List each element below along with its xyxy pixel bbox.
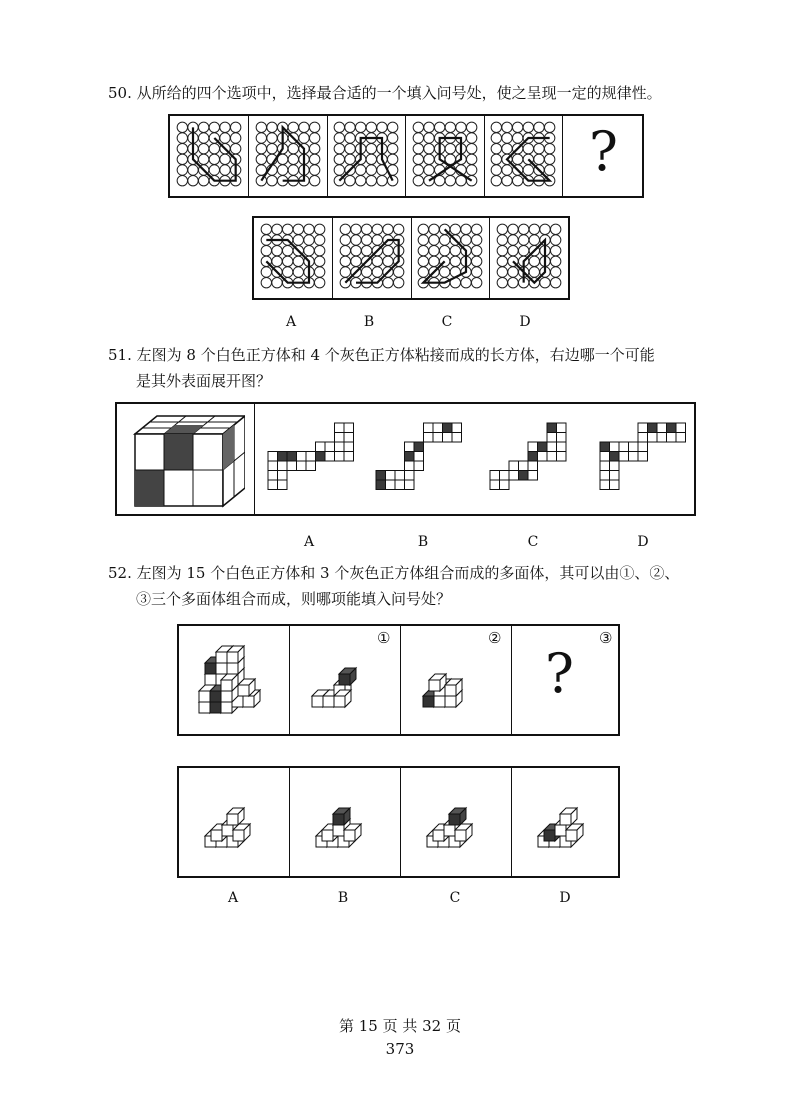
cuboid-figure xyxy=(127,412,245,508)
q50-options-panel xyxy=(252,216,570,300)
option-b-label: B xyxy=(417,534,429,550)
composite-polyhedron xyxy=(179,632,279,732)
option-a-label: A xyxy=(285,314,297,330)
question-51-text-line1: 51. 左图为 8 个白色正方体和 4 个灰色正方体粘接而成的长方体，右边哪一个可能 xyxy=(108,346,655,364)
option-c-label: C xyxy=(449,890,461,906)
page-info: 第 15 页 共 32 页 xyxy=(338,1017,461,1035)
question-52-text-line1: 52. 左图为 15 个白色正方体和 3 个灰色正方体组合而成的多面体，其可以由①、②、 xyxy=(108,564,680,582)
option-d-label: D xyxy=(519,314,531,330)
q51-panel xyxy=(115,402,696,516)
question-50-text: 50. 从所给的四个选项中，选择最合适的一个填入问号处，使之呈现一定的规律性。 xyxy=(108,84,662,102)
label-2: ② xyxy=(488,629,502,647)
unfolded-net-option xyxy=(267,422,367,492)
option-d-label: D xyxy=(637,534,649,550)
q52-options-panel xyxy=(177,766,620,878)
cube-stack-option xyxy=(516,774,616,874)
unfolded-net-option xyxy=(489,422,589,492)
q52-top-panel xyxy=(177,624,620,736)
option-a-label: A xyxy=(303,534,315,550)
polyhedron-2 xyxy=(401,636,501,736)
page-number: 373 xyxy=(385,1040,415,1058)
unfolded-net-option xyxy=(375,422,475,492)
option-c-label: C xyxy=(441,314,453,330)
question-mark: ? xyxy=(589,120,618,183)
option-d-label: D xyxy=(559,890,571,906)
unfolded-net-option xyxy=(599,422,699,492)
question-mark: ? xyxy=(545,642,574,705)
cube-stack-option xyxy=(294,774,394,874)
option-b-label: B xyxy=(363,314,375,330)
circle-grid-option xyxy=(492,220,566,296)
cube-stack-option xyxy=(405,774,505,874)
option-b-label: B xyxy=(337,890,349,906)
polyhedron-1 xyxy=(290,636,390,736)
question-51-text-line2: 是其外表面展开图？ xyxy=(136,372,272,390)
option-c-label: C xyxy=(527,534,539,550)
question-52-text-line2: ③三个多面体组合而成，则哪项能填入问号处？ xyxy=(136,590,452,608)
label-1: ① xyxy=(377,629,391,647)
cube-stack-option xyxy=(183,774,283,874)
q50-sequence-panel xyxy=(168,114,644,198)
option-a-label: A xyxy=(227,890,239,906)
label-3: ③ xyxy=(599,629,613,647)
